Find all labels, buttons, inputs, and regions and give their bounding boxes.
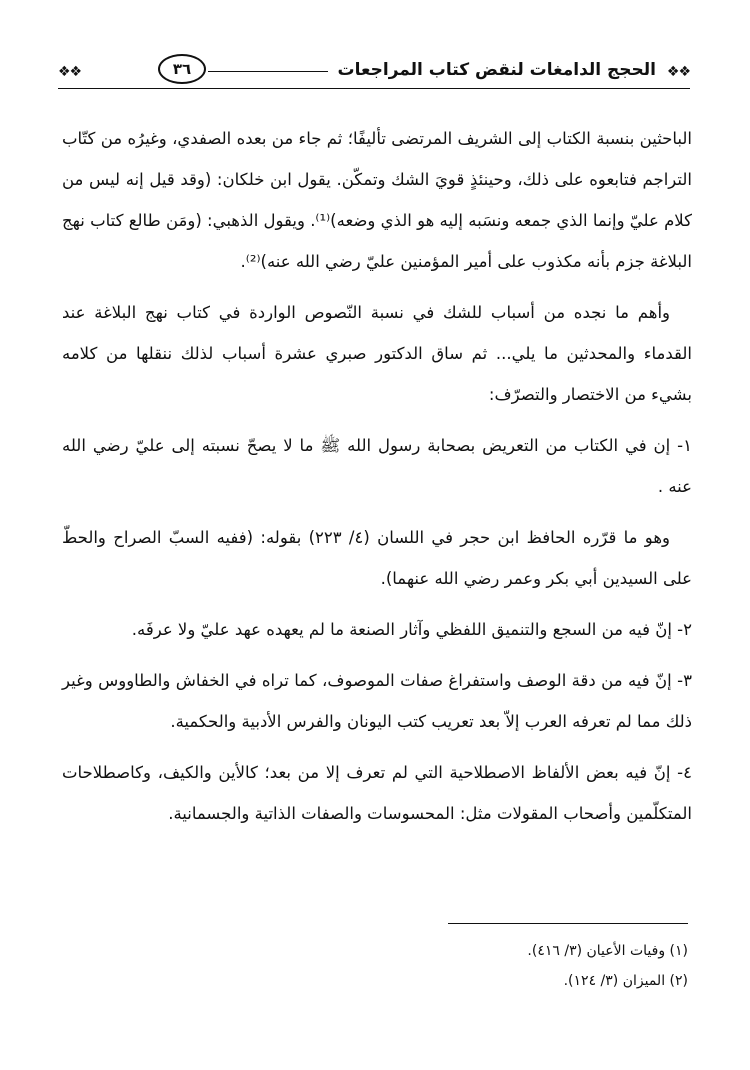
ornament-right-icon: ❖❖ <box>666 64 690 80</box>
list-item-2: ٢- إنّ فيه من السجع والتنميق اللفظي وآثار الصنعة ما لم يعهده عهد عليّ ولا عرفَه. <box>131 620 692 639</box>
footnote-divider <box>448 923 688 924</box>
paragraph-1: الباحثين بنسبة الكتاب إلى الشريف المرتضى تأليفًا؛ ثم جاء من بعده الصفدي، وغيرُه من كتّاب التراجم فتابعوه على ذلك، وحينئذٍ قويَ الشك وتمكّن. يقول ابن خلكان: (وقد قيل إنه ليس من كلام عليّ وإنما الذي جمعه ونسَبه إليه هو الذي وضعه)⁽¹⁾. ويقول الذهبي: (ومَن طالع كتاب نهج البلاغة جزم بأنه مكذوب على أمير المؤمنين عليّ رضي الله عنه)⁽²⁾. <box>62 129 693 271</box>
main-text <box>62 118 692 844</box>
paragraph-3: وهو ما قرّره الحافظ ابن حجر في اللسان (٤/ ٢٢٣) بقوله: (ففيه السبّ الصراح والحطّ على السيدين أبي بكر وعمر رضي الله عنهما). <box>62 528 692 588</box>
page-header <box>58 48 690 94</box>
list-item-1: ١- إن في الكتاب من التعريض بصحابة رسول الله ﷺ ما لا يصحّ نسبته إلى عليّ رضي الله عنه . <box>62 436 692 496</box>
footnotes <box>288 936 688 996</box>
page-number-badge: ٣٦ <box>158 54 206 84</box>
list-item-3: ٣- إنّ فيه من دقة الوصف واستفراغ صفات الموصوف، كما تراه في الخفاش والطاووس وغير ذلك مما لم تعرفه العرب إلاّ بعد تعريب كتب اليونان والفرس الأدبية والحكمية. <box>62 671 692 731</box>
ornament-left-icon: ❖❖ <box>58 64 82 80</box>
header-ornament-line <box>208 71 328 72</box>
footnote-2: (٢) الميزان (٣/ ١٢٤). <box>563 973 688 989</box>
paragraph-2: وأهم ما نجده من أسباب للشك في نسبة النّصوص الواردة في كتاب نهج البلاغة عند القدماء والمحدثين ما يلي... ثم ساق الدكتور صبري عشرة أسباب لذلك ننقلها من كلامه بشيء من الاختصار والتصرّف: <box>62 303 692 404</box>
header-divider <box>58 88 690 89</box>
running-title: الحجج الدامغات لنقض كتاب المراجعات <box>337 60 656 80</box>
footnote-1: (١) وفيات الأعيان (٣/ ٤١٦). <box>527 943 688 959</box>
list-item-4: ٤- إنّ فيه بعض الألفاظ الاصطلاحية التي لم تعرف إلا من بعد؛ كالأين والكيف، وكاصطلاحات المتكلّمين وأصحاب المقولات مثل: المحسوسات والصفات الذاتية والجسمانية. <box>62 763 692 823</box>
